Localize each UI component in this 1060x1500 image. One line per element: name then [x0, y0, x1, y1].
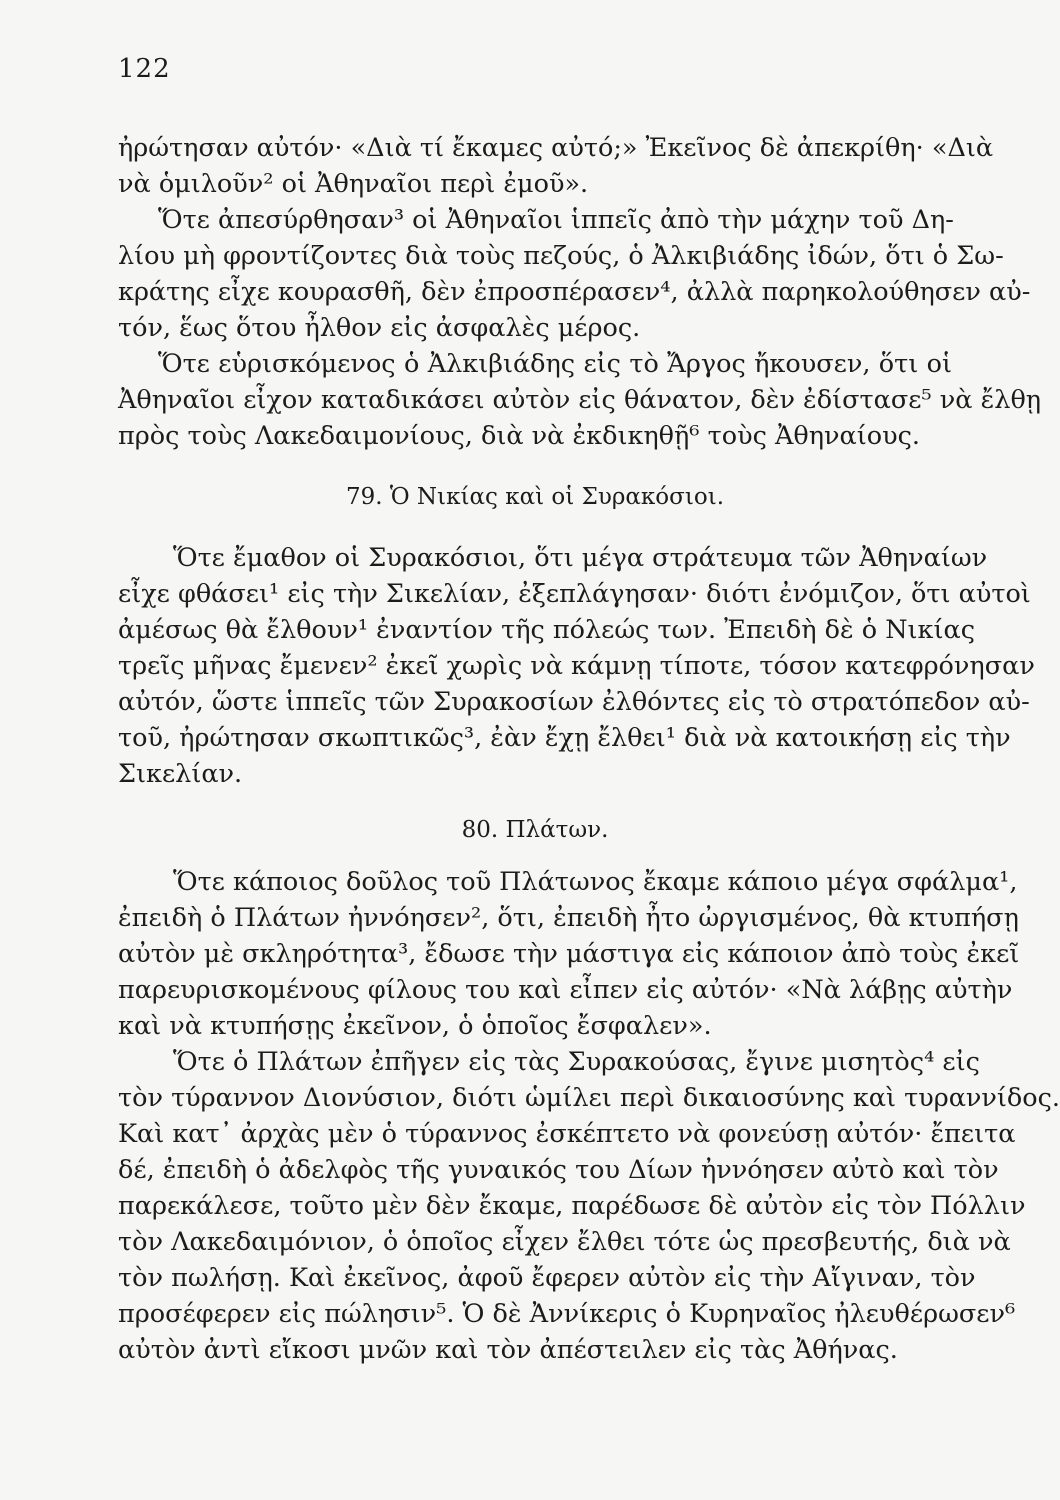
section-78-text: [118, 130, 1042, 454]
text-line: Ὅτε ἀπεσύρθησαν³ οἱ Ἀθηναῖοι ἱππεῖς ἀπὸ τὴν μάχην τοῦ Δη-: [158, 205, 954, 235]
text-line: τόν, ἕως ὅτου ἦλθον εἰς ἀσφαλὲς μέρος.: [118, 313, 641, 343]
section-79-heading: 79. Ὁ Νικίας καὶ οἱ Συρακόσιοι.: [345, 484, 725, 510]
section-80-text: [118, 864, 1060, 1368]
text-line: τὸν πωλήσῃ. Καὶ ἐκεῖνος, ἀφοῦ ἔφερεν αὐτὸν εἰς τὴν Αἴγιναν, τὸν: [118, 1263, 976, 1293]
text-line: Ὅτε ἔμαθον οἱ Συρακόσιοι, ὅτι μέγα στράτευμα τῶν Ἀθηναίων: [173, 543, 988, 573]
text-line: εἶχε φθάσει¹ εἰς τὴν Σικελίαν, ἐξεπλάγησαν· διότι ἐνόμιζον, ὅτι αὐτοὶ: [118, 579, 1031, 609]
text-line: παρευρισκομένους φίλους του καὶ εἶπεν εἰς αὐτόν· «Νὰ λάβῃς αὐτὴν: [118, 975, 1013, 1005]
text-line: Ἀθηναῖοι εἶχον καταδικάσει αὐτὸν εἰς θάνατον, δὲν ἐδίστασε⁵ νὰ ἔλθῃ: [118, 385, 1042, 415]
page-number: 122: [118, 54, 171, 84]
text-line: αὐτόν, ὥστε ἱππεῖς τῶν Συρακοσίων ἐλθόντες εἰς τὸ στρατόπεδον αὐ-: [118, 687, 1030, 717]
text-line: πρὸς τοὺς Λακεδαιμονίους, διὰ νὰ ἐκδικηθῇ⁶ τοὺς Ἀθηναίους.: [118, 421, 920, 451]
text-line: τὸν Λακεδαιμόνιον, ὁ ὁποῖος εἶχεν ἔλθει τότε ὡς πρεσβευτής, διὰ νὰ: [118, 1227, 1011, 1257]
text-line: κράτης εἶχε κουρασθῆ, δὲν ἐπροσπέρασεν⁴, ἀλλὰ παρηκολούθησεν αὐ-: [118, 277, 1031, 307]
text-line: λίου μὴ φροντίζοντες διὰ τοὺς πεζούς, ὁ Ἀλκιβιάδης ἰδών, ὅτι ὁ Σω-: [118, 241, 1004, 271]
text-line: αὐτὸν ἀντὶ εἴκοσι μνῶν καὶ τὸν ἀπέστειλεν εἰς τὰς Ἀθήνας.: [118, 1335, 898, 1365]
text-line: Ὅτε ὁ Πλάτων ἐπῆγεν εἰς τὰς Συρακούσας, ἔγινε μισητὸς⁴ εἰς: [173, 1047, 980, 1077]
text-line: τὸν τύραννον Διονύσιον, διότι ὡμίλει περὶ δικαιοσύνης καὶ τυραννίδος.: [118, 1083, 1060, 1113]
text-line: ἐπειδὴ ὁ Πλάτων ἠννόησεν², ὅτι, ἐπειδὴ ἦτο ὠργισμένος, θὰ κτυπήσῃ: [118, 903, 1019, 933]
text-line: δέ, ἐπειδὴ ὁ ἀδελφὸς τῆς γυναικός του Δίων ἠννόησεν αὐτὸ καὶ τὸν: [118, 1155, 999, 1185]
section-79-text: [118, 540, 1035, 792]
text-line: παρεκάλεσε, τοῦτο μὲν δὲν ἔκαμε, παρέδωσε δὲ αὐτὸν εἰς τὸν Πόλλιν: [118, 1191, 1026, 1221]
section-80-heading: 80. Πλάτων.: [461, 817, 609, 843]
text-line: ἀμέσως θὰ ἔλθουν¹ ἐναντίον τῆς πόλεώς των. Ἐπειδὴ δὲ ὁ Νικίας: [118, 615, 975, 645]
text-line: νὰ ὁμιλοῦν² οἱ Ἀθηναῖοι περὶ ἐμοῦ».: [118, 169, 589, 199]
text-line: τρεῖς μῆνας ἔμενεν² ἐκεῖ χωρὶς νὰ κάμνῃ τίποτε, τόσον κατεφρόνησαν: [118, 651, 1035, 681]
text-line: Ὅτε εὑρισκόμενος ὁ Ἀλκιβιάδης εἰς τὸ Ἄργος ἤκουσεν, ὅτι οἱ: [158, 349, 952, 379]
text-line: αὐτὸν μὲ σκληρότητα³, ἔδωσε τὴν μάστιγα εἰς κάποιον ἀπὸ τοὺς ἐκεῖ: [118, 939, 1020, 969]
text-line: τοῦ, ἠρώτησαν σκωπτικῶς³, ἐὰν ἔχῃ ἔλθει¹ διὰ νὰ κατοικήσῃ εἰς τὴν: [118, 723, 1011, 753]
text-line: Καὶ κατ᾽ ἀρχὰς μὲν ὁ τύραννος ἐσκέπτετο νὰ φονεύσῃ αὐτόν· ἔπειτα: [118, 1119, 1016, 1149]
text-line: ἠρώτησαν αὐτόν· «Διὰ τί ἔκαμες αὐτό;» Ἐκεῖνος δὲ ἀπεκρίθη· «Διὰ: [118, 133, 994, 163]
text-line: προσέφερεν εἰς πώλησιν⁵. Ὁ δὲ Ἀννίκερις ὁ Κυρηναῖος ἠλευθέρωσεν⁶: [118, 1299, 1016, 1329]
text-line: καὶ νὰ κτυπήσῃς ἐκεῖνον, ὁ ὁποῖος ἔσφαλεν».: [118, 1011, 712, 1041]
text-line: Σικελίαν.: [118, 759, 243, 789]
text-line: Ὅτε κάποιος δοῦλος τοῦ Πλάτωνος ἔκαμε κάποιο μέγα σφάλμα¹,: [173, 867, 1018, 897]
